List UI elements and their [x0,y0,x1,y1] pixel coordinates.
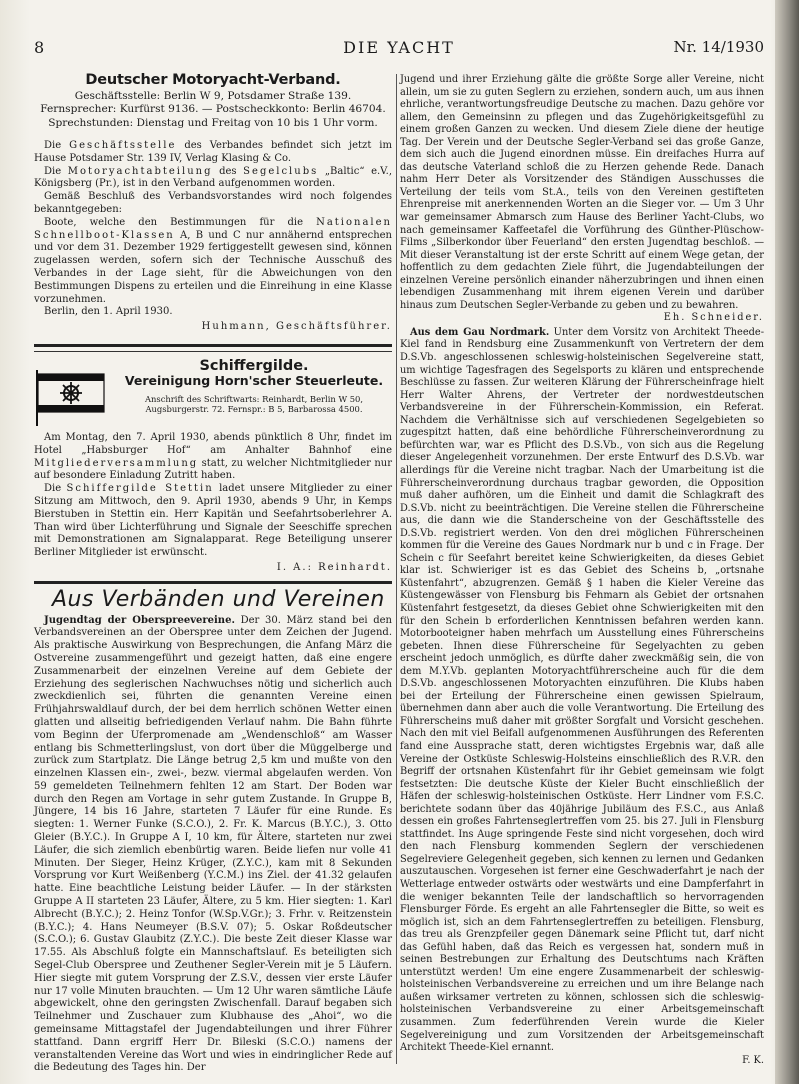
motoryacht-address [34,90,392,130]
address-line: Anschrift des Schriftwarts: Reinhardt, Berlin W 50, [144,393,364,404]
address-line: Augsburgerstr. 72. Fernspr.: B 5, Barbarossa 4500. [145,404,363,415]
schiffergilde-section [34,357,393,575]
motoryacht-section [34,74,392,334]
issue-number: Nr. 14/1930 [673,38,764,56]
jugendtag-signature: Eh. Schneider. [663,312,764,324]
schiffergilde-subtitle: Vereinigung Horn'scher Steuerleute. [124,372,384,388]
section-rule [34,581,392,584]
jugendtag-continuation: Jugend und ihrer Erziehung gälte die größte Sorge aller Vereine, nicht allein, um sie zu guten Seglern zu erziehen, sondern auch, um aus ihnen ehrliche, verantwortungsfreudige Deutsche zu machen. Dazu gehöre vor allem, den Gemeinsinn zu pflegen und das Zugehörigkeitsgefühl zu einem großen Ganzen zu wecken. Und diesem Ziele diene der heutige Tag. Der Verein und der Deutsche Segler-Verband sei das große Ganze, dem sich auch die Jugend einordnen müsse. Ein dreifaches Hurra auf das deutsche Vaterland schloß die zu Herzen gehende Rede. Danach nahm Herr Deter als Vorsitzender des Ständigen Ausschusses die Verteilung der teils vom St.A., teils von den Vereinen gestifteten Ehrenpreise mit anerkennenden Worten an die Sieger vor. — Um 3 Uhr war gemeinsamer Abmarsch zum Hause des Berliner Yacht-Clubs, wo nach gemeinsamer Kaffeetafel die Vorführung des Günther-Plüschow-Films „Silberkondor über Feuerland“ den ersten Jugendtag beschloß. — Mit dieser Veranstaltung ist der erste Schritt auf einem Wege getan, der hoffentlich zu dem gedachten Ziele führt, die Jugendabteilungen der einzelnen Vereine persönlich einander näherzubringen und ihnen einen lebendigen Zusammenhang mit ihrem eigenen Verein und darüber hinaus zum Deutschen Segler-Verbande zu geben und zu bewahren. [400,74,764,311]
address-line: Fernsprecher: Kurfürst 9136. — Postscheckkonto: Berlin 46704. [40,103,386,116]
address-line: Sprechstunden: Dienstag und Freitag von 10 bis 1 Uhr vorm. [48,116,378,129]
motoryacht-paragraph: Boote, welche den Bestimmungen für die Nationalen Schnellboot-Klassen A, B und C nur annähernd entsprechen und vor dem 31. Dezember 1929 fertiggestellt gewesen sind, können zugelassen werden, sofern sich der Technische Ausschuß des Verbandes in der Lage sieht, für die Abweichungen von den Bestimmungen Dispens zu erteilen und die Einreihung in eine Klasse vorzunehmen. [34,216,392,305]
motoryacht-title: Deutscher Motoryacht-Verband. [85,72,341,88]
schiffergilde-signature: I. A.: Reinhardt. [276,561,392,573]
schiffergilde-header [34,357,392,426]
motoryacht-date: Berlin, den 1. April 1930. [44,306,173,318]
motoryacht-paragraph: Die Motoryachtabteilung des Segelclubs „Baltic“ e.V., Königsberg (Pr.), ist in den Verband aufgenommen worden. [34,165,393,190]
schiffergilde-title: Schiffergilde. [199,357,309,374]
schiffergilde-paragraph: Die Schiffergilde Stettin ladet unsere Mitglieder zu einer Sitzung am Mittwoch, den 9. April 1930, abends 9 Uhr, in Kemps Bierstuben in Stettin ein. Herr Kapitän und Seefahrtsoberlehrer A. Than wird über Lichterführung und Signale der Seeschiffe sprechen mit Demonstrationen am Signalapparat. Rege Beteiligung unserer Berliner Mitglieder ist erwünscht. [34,483,393,559]
address-line: Geschäftsstelle: Berlin W 9, Potsdamer Straße 139. [74,89,352,102]
helm-flag-icon [34,368,108,426]
page-number: 8 [34,38,45,57]
right-column [400,74,764,1067]
section-rule [34,344,392,347]
page-header [34,38,764,60]
magazine-title: DIE YACHT [343,38,455,57]
jugendtag-lead: Jugendtag der Oberspreevereine. [44,614,235,626]
nordmark-signature: F. K. [742,1054,764,1066]
jugendtag-paragraph: Jugendtag der Oberspreevereine. Der 30. März stand bei den Verbandsvereinen an der Oberspree unter dem Zeichen der Jugend. Als praktische Auswirkung von Besprechungen, die Anfang März die Ostvereine zusammengeführt und gezeigt hatten, daß eine engere Zusammenarbeit der einzelnen Vereine auf dem Gebiete der Erziehung des seglerischen Nachwuchses nötig und sicherlich auch zweckdienlich sei, führten die genannten Vereine einen Frühjahrswaldlauf durch, der bei dem herrlich schönen Wetter einen glatten und allseitig befriedigenden Verlauf nahm. Die Bahn führte vom Beginn der Uferpromenade am „Wendenschloß“ am Wasser entlang bis Schmetterlingslust, von dort über die Müggelberge und zurück zum Startplatz. Die Länge betrug 2,5 km und mußte von den einzelnen Klassen ein-, zwei-, bezw. viermal abgelaufen werden. Von 59 gemeldeten Teilnehmern fehlten 12 am Start. Der Boden war durch den Regen am Vortage in sehr gutem Zustande. In Gruppe B, Jüngere, 14 bis 16 Jahre, starteten 7 Läufer für eine Runde. Es siegten: 1. Werner Funke (S.C.O.), 2. Fr. K. Marcus (B.Y.C.), 3. Otto Gleier (B.Y.C.). In Gruppe A I, 10 km, für Ältere, starteten nur zwei Läufer, die sich ziemlich ebenbürtig waren. Beide liefen nur volle 41 Minuten. Der Sieger, Heinz Krüger, (Z.Y.C.), kam mit 8 Sekunden Vorsprung vor Kurt Weißenberg (Y.C.M.) ins Ziel. der 41.32 gelaufen hatte. Eine beachtliche Leistung beider Läufer. — In der stärksten Gruppe A II starteten 23 Läufer, Ältere, zu 5 km. Hier siegten: 1. Karl Albrecht (B.Y.C.); 2. Heinz Tonfor (W.Sp.V.Gr.); 3. Frhr. v. Reitzenstein (B.Y.C.); 4. Hans Neumeyer (B.S.V. 07); 5. Oskar Roßdeutscher (S.C.O.); 6. Gustav Glaubitz (Z.Y.C.). Die beste Zeit dieser Klasse war 17.55. Als Abschluß folgte ein Mannschaftslauf. Es beteiligten sich Segel-Club Oberspree und Zeuthener Segler-Verein mit je 5 Läufern. Hier siegte mit gutem Vorsprung der Z.S.V., dessen vier erste Läufer nur 17 volle Minuten brauchten. — Um 12 Uhr waren sämtliche Läufe abgewickelt, ohne den geringsten Zwischenfall. Darauf begaben sich Teilnehmer und Zuschauer zum Klubhause des „Ahoi“, wo die gemeinsame Mittagstafel der Jugendabteilungen und ihrer Führer stattfand. Dann ergriff Herr Dr. Bileski (S.C.O.) namens der veranstaltenden Vereine das Wort und wies in eindringlicher Rede auf die Bedeutung des Tages hin. Der [34,614,392,1074]
column-divider [396,74,397,1064]
motoryacht-signature: Huhmann, Geschäftsführer. [201,321,392,333]
schiffergilde-address [116,394,392,415]
nordmark-lead: Aus dem Gau Nordmark. [410,326,550,338]
motoryacht-paragraph: Die Geschäftsstelle des Verbandes befindet sich jetzt im Hause Potsdamer Str. 139 IV, Verlag Klasing & Co. [34,140,392,164]
section-rule [34,351,392,352]
left-column [34,74,392,1075]
page-edge-shadow [775,0,799,1084]
schiffergilde-paragraph: Am Montag, den 7. April 1930, abends pünktlich 8 Uhr, findet im Hotel „Habsburger Hof“ am Anhalter Bahnhof eine Mitgliederversammlung statt, zu welcher Nichtmitglieder nur auf besondere Einladung Zutritt haben. [34,431,392,482]
nordmark-paragraph: Aus dem Gau Nordmark. Unter dem Vorsitz von Architekt Theede-Kiel fand in Rendsburg eine Zusammenkunft von Vertretern der dem D.S.Vb. angeschlossenen schleswig-holsteinischen Segelvereine statt, um wichtige Tagesfragen des Segelsports zu klären und entsprechende Beschlüsse zu fassen. Zur weiteren Klärung der Führerscheinfrage hielt Herr Walter Ahrens, der Vertreter der nordwestdeutschen Verbandsvereine in der Führerschein-Kommission, ein Referat. Nachdem die Verhältnisse sich auf verschiedenen Segelgebieten so zugespitzt hatten, daß eine behördliche Führerscheinverordnung zu befürchten war, war es Pflicht des D.S.Vb., von sich aus die Regelung dieser Angelegenheit vorzunehmen. Der erste Entwurf des D.S.Vb. war allerdings für die Vereine nicht tragbar. Nach der Umarbeitung ist die Führerscheinverordnung durchaus tragbar geworden, die Opposition muß daher aufhören, um die Einheit und damit die Schlagkraft des D.S.Vb. nicht zu beeinträchtigen. Die Vereine stellen die Führerscheine aus, die dann wie die Standerscheine von der Geschäftsstelle des D.S.Vb. registriert werden. Von den drei möglichen Führerscheinen kommen für die Vereine des Gaues Nordmark nur b und c in Frage. Der Schein c für Seefahrt bereitet keine Schwierigkeiten, da dieses Gebiet klar ist. Schwieriger ist es das Gebiet des Scheins b, „ortsnahe Küstenfahrt“, abzugrenzen. Gemäß § 1 haben die Kieler Vereine das Küstengewässer von Flensburg bis Fehmarn als Gebiet der ortsnahen Küstenfahrt festgesetzt, da dieses Gebiet ohne Schwierigkeiten mit den für den Schein b erforderlichen Kenntnissen befahren werden kann. Motorbooteigner haben mehrfach um Ausstellung eines Führerscheins gebeten. Ihnen diese Führerscheine für Segelyachten zu geben erscheint jedoch unmöglich, es dürfte daher zweckmäßig sein, die von dem M.Y.Vb. geplanten Motoryachtführerscheine auch für die dem D.S.Vb. angeschlossenen Motoryachten einzuführen. Die Klubs haben bei der Erteilung der Führerscheine einen gewissen Spielraum, übernehmen dann aber auch die volle Verantwortung. Die Erteilung des Führerscheins muß daher mit größter Sorgfalt und Vorsicht geschehen. Nach den mit viel Beifall aufgenommenen Ausführungen des Referenten fand eine Aussprache statt, deren wichtigstes Ergebnis war, daß alle Vereine der Ostküste Schleswig-Holsteins einschließlich des R.V.R. den Begriff der ortsnahen Küstenfahrt für ihr Gebiet gemeinsam wie folgt festsetzten: Die deutsche Küste der Kieler Bucht einschließlich der Häfen der schleswig-holsteinischen Ostküste. Herr Lindner vom F.S.C. berichtete sodann über das 40jährige Jubiläum des F.S.C., aus Anlaß dessen ein großes Fahrtenseglertreffen vom 25. bis 27. Juli in Flensburg stattfindet. Ins Auge springende Feste sind nicht vorgesehen, doch wird den nach Flensburg kommenden Seglern der verschiedenen Segelreviere Gelegenheit gegeben, sich kennen zu lernen und Gedanken auszutauschen. Vorgesehen ist ferner eine Geschwaderfahrt je nach der Wetterlage entweder ostwärts oder westwärts und eine Dampferfahrt in die weniger bekannten Teile der landschaftlich so hervorragenden Flensburger Förde. Es ergeht an alle Fahrtensegler die Bitte, so weit es möglich ist, sich an dem Fahrtenseglertreffen zu beteiligen. Flensburg, das treu als Grenzpfeiler gegen Dänemark seine Pflicht tut, darf nicht das Gefühl haben, daß das Reich es vergessen hat, sondern muß in seinen Bestrebungen zur Erhaltung des Deutschtums nach Kräften unterstützt werden! Um eine engere Zusammenarbeit der schleswig-holsteinischen Verbandsvereine zu erreichen und um ihre Belange nach außen wirksamer vertreten zu können, schlossen sich die schleswig-holsteinischen Verbandsvereine zu einer Arbeitsgemeinschaft zusammen. Zum federführenden Verein wurde die Kieler Segelvereinigung und zum Vorsitzenden der Arbeitsgemeinschaft Architekt Theede-Kiel ernannt. [400,326,765,1054]
motoryacht-paragraph: Gemäß Beschluß des Verbandsvorstandes wird noch folgendes bekanntgegeben: [34,191,392,215]
section-heading: Aus Verbänden und Vereinen [52,586,385,612]
schiffergilde-heading [116,357,392,415]
